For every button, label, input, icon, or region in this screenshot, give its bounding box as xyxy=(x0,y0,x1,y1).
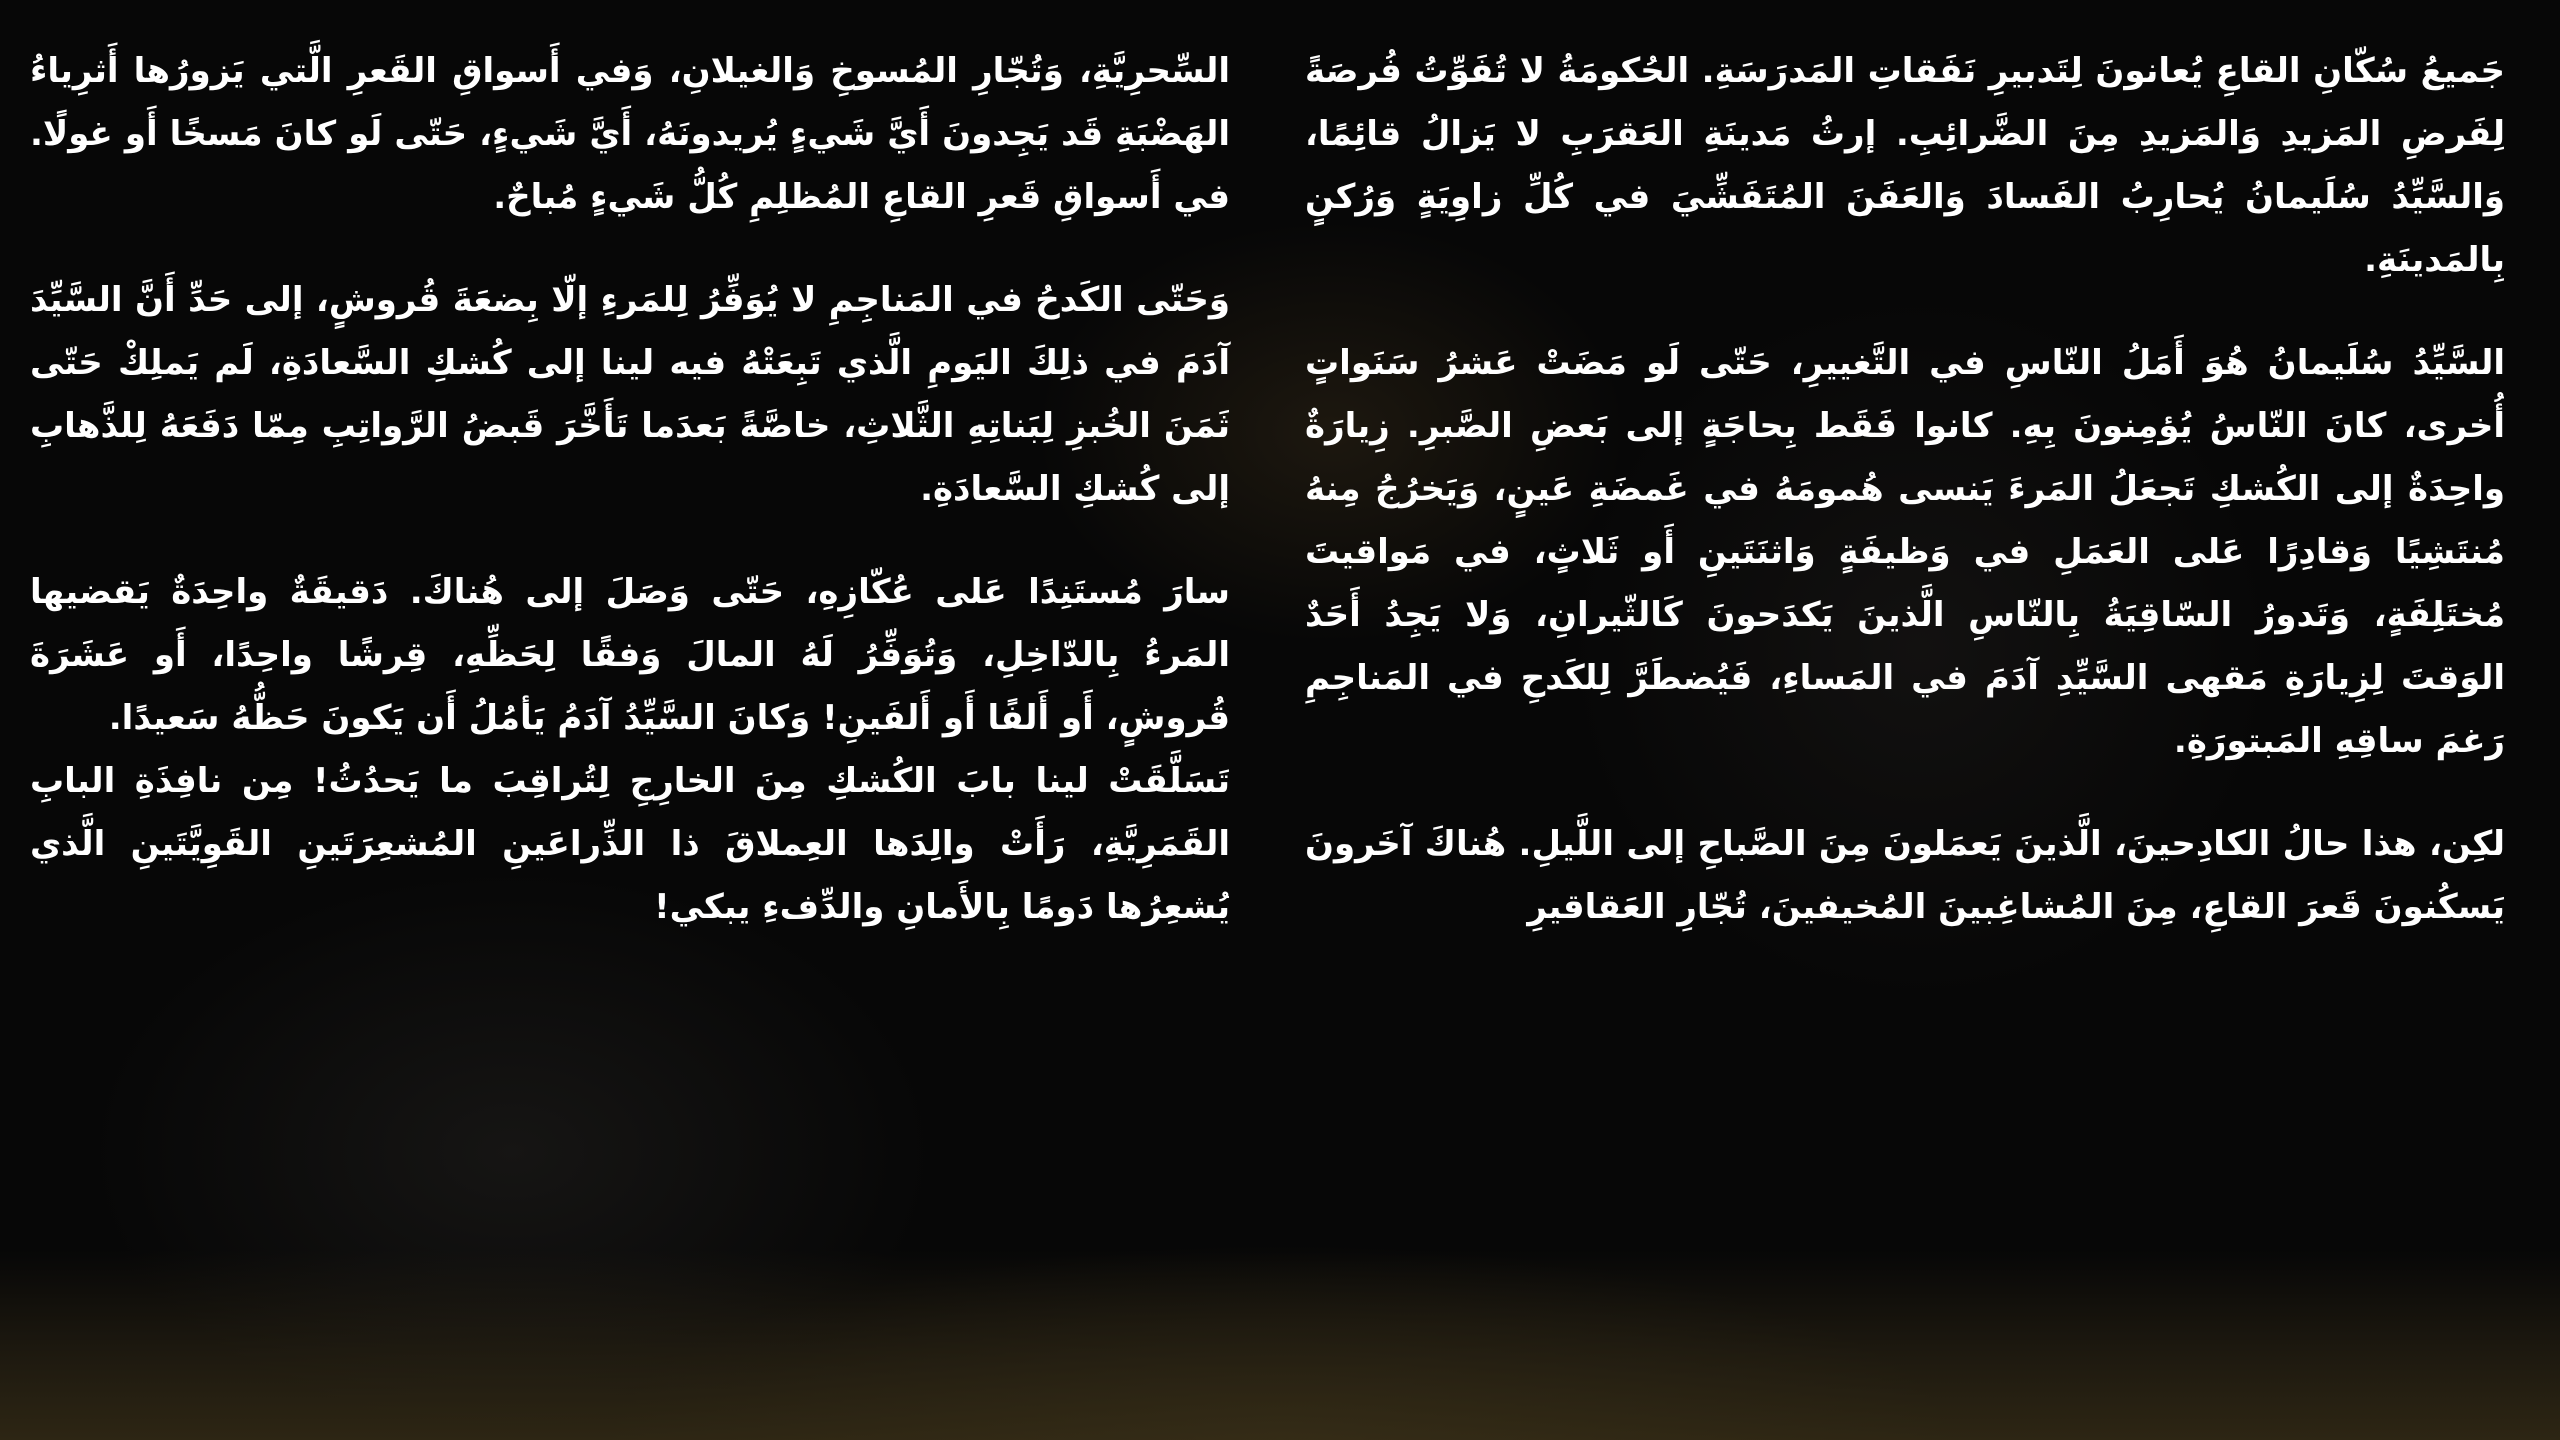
left-text-column xyxy=(30,40,1230,1400)
paragraph: لكِن، هذا حالُ الكادِحينَ، الَّذينَ يَعمَلونَ مِنَ الصَّباحِ إلى اللَّيلِ. هُناكَ آخَرونَ يَسكُنونَ قَعرَ القاعِ، مِنَ المُشاغِبينَ المُخيفينَ، تُجّارِ العَقاقيرِ xyxy=(1305,824,2505,927)
paragraph: السَّيِّدُ سُلَيمانُ هُوَ أَمَلُ النّاسِ في التَّغييرِ، حَتّى لَو مَضَتْ عَشرُ سَنَواتٍ أُخرى، كانَ النّاسُ يُؤمِنونَ بِهِ. كانوا فَقَط بِحاجَةٍ إلى بَعضِ الصَّبرِ. زِيارَةٌ واحِدَةٌ إلى الكُشكِ تَجعَلُ المَرءَ يَنسى هُمومَهُ في غَمضَةِ عَينٍ، وَيَخرُجُ مِنهُ مُنتَشِيًا وَقادِرًا عَلى العَمَلِ في وَظيفَةٍ وَاثنَتَينِ أَو ثَلاثٍ، في مَواقيتَ مُختَلِفَةٍ، وَتَدورُ السّاقِيَةُ بِالنّاسِ الَّذينَ يَكدَحونَ كَالثّيرانِ، وَلا يَجِدُ أَحَدٌ الوَقتَ لِزِيارَةِ مَقهى السَّيِّدِ آدَمَ في المَساءِ، فَيُضطَرَّ لِلكَدحِ في المَناجِمِ رَغمَ ساقِهِ المَبتورَةِ. xyxy=(1305,343,2505,761)
right-text-column xyxy=(1305,40,2505,1400)
paragraph: السِّحرِيَّةِ، وَتُجّارِ المُسوخِ وَالغيلانِ، وَفي أَسواقِ القَعرِ الَّتي يَزورُها أَثرِياءُ الهَضْبَةِ قَد يَجِدونَ أَيَّ شَيءٍ يُريدونَهُ، أَيَّ شَيءٍ، حَتّى لَو كانَ مَسخًا أَو غولًا. في أَسواقِ قَعرِ القاعِ المُظلِمِ كُلُّ شَيءٍ مُباحٌ. xyxy=(30,51,1230,217)
paragraph: جَميعُ سُكّانِ القاعِ يُعانونَ لِتَدبيرِ نَفَقاتِ المَدرَسَةِ. الحُكومَةُ لا تُفَوِّتُ فُرصَةً لِفَرضِ المَزيدِ وَالمَزيدِ مِنَ الضَّرائِبِ. إرثُ مَدينَةِ العَقرَبِ لا يَزالُ قائِمًا، وَالسَّيِّدُ سُلَيمانُ يُحارِبُ الفَسادَ وَالعَفَنَ المُتَفَشِّيَ في كُلِّ زاوِيَةٍ وَرُكنٍ بِالمَدينَةِ. xyxy=(1305,51,2505,280)
paragraph: سارَ مُستَنِدًا عَلى عُكّازِهِ، حَتّى وَصَلَ إلى هُناكَ. دَقيقَةٌ واحِدَةٌ يَقضيها المَرءُ بِالدّاخِلِ، وَتُوَفِّرُ لَهُ المالَ وَفقًا لِحَظِّهِ، قِرشًا واحِدًا، أَو عَشَرَةَ قُروشٍ، أَو أَلفًا أَو أَلفَينِ! وَكانَ السَّيِّدُ آدَمُ يَأمُلُ أَن يَكونَ حَظُّهُ سَعيدًا. xyxy=(30,572,1230,738)
paragraph: وَحَتّى الكَدحُ في المَناجِمِ لا يُوَفِّرُ لِلمَرءِ إلّا بِضعَةَ قُروشٍ، إلى حَدِّ أَنَّ السَّيِّدَ آدَمَ في ذلِكَ اليَومِ الَّذي تَبِعَتْهُ فيه لينا إلى كُشكِ السَّعادَةِ، لَم يَملِكْ حَتّى ثَمَنَ الخُبزِ لِبَناتِهِ الثَّلاثِ، خاصَّةً بَعدَما تَأَخَّرَ قَبضُ الرَّواتِبِ مِمّا دَفَعَهُ لِلذَّهابِ إلى كُشكِ السَّعادَةِ. xyxy=(30,280,1230,509)
paragraph: تَسَلَّقَتْ لينا بابَ الكُشكِ مِنَ الخارِجِ لِتُراقِبَ ما يَحدُثُ! مِن نافِذَةِ البابِ القَمَرِيَّةِ، رَأَتْ والِدَها العِملاقَ ذا الذِّراعَينِ المُشعِرَتَينِ القَوِيَّتَينِ الَّذي يُشعِرُها دَومًا بِالأَمانِ والدِّفءِ يبكي! xyxy=(30,761,1230,927)
